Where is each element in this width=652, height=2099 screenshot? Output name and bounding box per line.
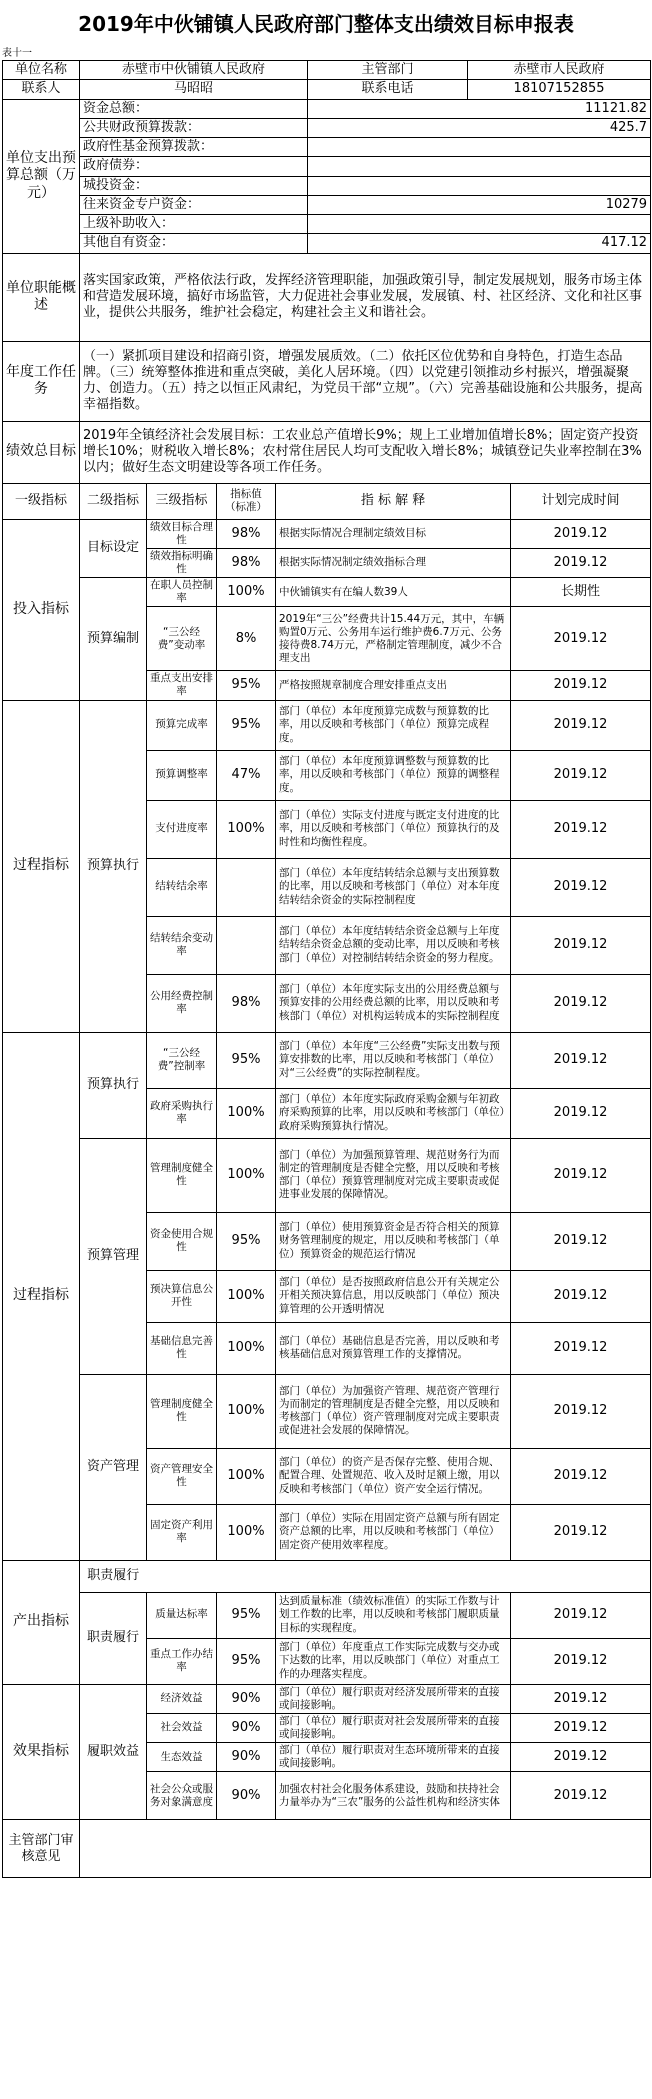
completion-time: 2019.12 — [511, 1138, 651, 1212]
level3-indicator: 预算完成率 — [147, 700, 217, 750]
completion-time: 2019.12 — [511, 1322, 651, 1374]
budget-row-value: 11121.82 — [308, 99, 651, 118]
completion-time: 2019.12 — [511, 1270, 651, 1322]
budget-row-label: 政府债券： — [80, 157, 308, 176]
completion-time: 2019.12 — [511, 548, 651, 577]
indicator-row — [3, 1684, 651, 1713]
level2-indicator: 预算执行 — [80, 1032, 147, 1138]
indicator-row — [3, 1138, 651, 1212]
budget-row-value: 417.12 — [308, 234, 651, 253]
completion-time: 2019.12 — [511, 1772, 651, 1820]
empty-cell — [147, 1560, 651, 1592]
completion-time: 2019.12 — [511, 750, 651, 800]
completion-time: 2019.12 — [511, 800, 651, 858]
indicator-value: 100% — [217, 1504, 276, 1560]
budget-row-value — [308, 176, 651, 195]
indicator-row — [3, 578, 651, 607]
unit-name-value: 赤壁市中伙铺镇人民政府 — [80, 61, 308, 80]
completion-time: 2019.12 — [511, 671, 651, 700]
indicator-value: 100% — [217, 1448, 276, 1504]
completion-time: 2019.12 — [511, 1743, 651, 1772]
indicator-row — [3, 1032, 651, 1088]
indicator-description: 部门（单位）履行职责对生态环境所带来的直接或间接影响。 — [276, 1743, 511, 1772]
indicator-description: 部门（单位）本年度结转结余资金总额与上年度结转结余资金总额的变动比率，用以反映和考核部门（单位）对控制结转结余资金的努力程度。 — [276, 916, 511, 974]
indicator-description: 部门（单位）基础信息是否完善，用以反映和考核基础信息对预算管理工作的支撑情况。 — [276, 1322, 511, 1374]
completion-time: 2019.12 — [511, 1638, 651, 1684]
completion-time: 2019.12 — [511, 1212, 651, 1270]
completion-time: 2019.12 — [511, 1032, 651, 1088]
indicator-description: 部门（单位）为加强预算管理、规范财务行为而制定的管理制度是否健全完整，用以反映和考核部门（单位）预算管理制度对完成主要职责或促进事业发展的保障情况。 — [276, 1138, 511, 1212]
header-desc: 指 标 解 释 — [276, 483, 511, 519]
review-label: 主管部门审核意见 — [3, 1820, 80, 1878]
level2-indicator: 职责履行 — [80, 1560, 147, 1592]
indicator-description: 中伙铺镇实有在编人数39人 — [276, 578, 511, 607]
phone-value: 18107152855 — [468, 80, 651, 99]
level3-indicator: 固定资产利用率 — [147, 1504, 217, 1560]
level3-indicator: 生态效益 — [147, 1743, 217, 1772]
completion-time: 2019.12 — [511, 700, 651, 750]
completion-time: 2019.12 — [511, 1374, 651, 1448]
form-title: 2019年中伙铺镇人民政府部门整体支出绩效目标申报表 — [78, 12, 574, 36]
level3-indicator: 绩效目标合理性 — [147, 519, 217, 548]
budget-row-label: 公共财政预算拨款： — [80, 118, 308, 137]
level2-indicator: 预算编制 — [80, 578, 147, 701]
indicator-description: 部门（单位）是否按照政府信息公开有关规定公开相关预决算信息，用以反映部门（单位）预决算管理的公开透明情况 — [276, 1270, 511, 1322]
indicator-description: 部门（单位）的资产是否保存完整、使用合规、配置合理、处置规范、收入及时足额上缴，用以反映和考核部门（单位）资产安全运行情况。 — [276, 1448, 511, 1504]
level3-indicator: 资金使用合规性 — [147, 1212, 217, 1270]
budget-row-label: 政府性基金预算拨款： — [80, 138, 308, 157]
indicator-value: 90% — [217, 1772, 276, 1820]
level3-indicator: 社会公众或服务对象满意度 — [147, 1772, 217, 1820]
indicator-description: 严格按照规章制度合理安排重点支出 — [276, 671, 511, 700]
level3-indicator: 重点工作办结率 — [147, 1638, 217, 1684]
level3-indicator: 预决算信息公开性 — [147, 1270, 217, 1322]
annual-tasks-label: 年度工作任务 — [3, 341, 80, 421]
level3-indicator: 结转结余变动率 — [147, 916, 217, 974]
header-time: 计划完成时间 — [511, 483, 651, 519]
level3-indicator: 政府采购执行率 — [147, 1088, 217, 1138]
level1-indicator: 过程指标 — [3, 1032, 80, 1560]
overall-goal-label: 绩效总目标 — [3, 421, 80, 483]
budget-row-label: 资金总额： — [80, 99, 308, 118]
indicator-value: 8% — [217, 607, 276, 671]
indicator-description: 达到质量标准（绩效标准值）的实际工作数与计划工作数的比率，用以反映和考核部门履职质量目标的实现程度。 — [276, 1592, 511, 1638]
budget-row-value: 425.7 — [308, 118, 651, 137]
completion-time: 2019.12 — [511, 1684, 651, 1713]
level3-indicator: 重点支出安排率 — [147, 671, 217, 700]
level3-indicator: 预算调整率 — [147, 750, 217, 800]
indicator-description: 部门（单位）本年度预算完成数与预算数的比率，用以反映和考核部门（单位）预算完成程度。 — [276, 700, 511, 750]
level3-indicator: 经济效益 — [147, 1684, 217, 1713]
indicator-value: 95% — [217, 1212, 276, 1270]
performance-goal-table — [2, 60, 651, 1878]
level1-indicator: 产出指标 — [3, 1560, 80, 1684]
level1-indicator: 效果指标 — [3, 1684, 80, 1820]
header-l2: 二级指标 — [80, 483, 147, 519]
level3-indicator: 在职人员控制率 — [147, 578, 217, 607]
indicator-value: 98% — [217, 548, 276, 577]
header-l3: 三级指标 — [147, 483, 217, 519]
level3-indicator: 绩效指标明确性 — [147, 548, 217, 577]
indicator-value — [217, 858, 276, 916]
indicator-value: 90% — [217, 1713, 276, 1742]
indicator-description: 部门（单位）为加强资产管理、规范资产管理行为而制定的管理制度是否健全完整，用以反映和考核部门（单位）资产管理制度对完成主要职责或促进社会发展的保障情况。 — [276, 1374, 511, 1448]
level3-indicator: “三公经费”变动率 — [147, 607, 217, 671]
completion-time: 2019.12 — [511, 519, 651, 548]
level2-indicator: 预算执行 — [80, 700, 147, 1032]
indicator-description: 根据实际情况制定绩效指标合理 — [276, 548, 511, 577]
level3-indicator: “三公经费”控制率 — [147, 1032, 217, 1088]
dept-value: 赤壁市人民政府 — [468, 61, 651, 80]
completion-time: 2019.12 — [511, 607, 651, 671]
table-tag: 表十一 — [2, 48, 32, 59]
budget-row-label: 其他自有资金： — [80, 234, 308, 253]
contact-value: 马昭昭 — [80, 80, 308, 99]
level1-indicator: 过程指标 — [3, 700, 80, 1032]
indicator-row — [3, 1374, 651, 1448]
completion-time: 2019.12 — [511, 1448, 651, 1504]
functions-label: 单位职能概述 — [3, 253, 80, 341]
level2-indicator: 预算管理 — [80, 1138, 147, 1374]
indicator-value: 90% — [217, 1743, 276, 1772]
indicator-description: 部门（单位）本年度结转结余总额与支出预算数的比率，用以反映和考核部门（单位）对本年度结转结余资金的实际控制程度 — [276, 858, 511, 916]
indicator-description: 部门（单位）实际支付进度与既定支付进度的比率，用以反映和考核部门（单位）预算执行的及时性和均衡性程度。 — [276, 800, 511, 858]
phone-label: 联系电话 — [308, 80, 468, 99]
indicator-description: 根据实际情况合理制定绩效目标 — [276, 519, 511, 548]
budget-row-value — [308, 215, 651, 234]
indicator-value: 95% — [217, 671, 276, 700]
indicator-value: 100% — [217, 1322, 276, 1374]
completion-time: 2019.12 — [511, 1713, 651, 1742]
indicator-value: 100% — [217, 1088, 276, 1138]
indicator-value — [217, 916, 276, 974]
indicator-description: 加强农村社会化服务体系建设，鼓励和扶持社会力量举办为“三农”服务的公益性机构和经济实体 — [276, 1772, 511, 1820]
level3-indicator: 结转结余率 — [147, 858, 217, 916]
level3-indicator: 资产管理安全性 — [147, 1448, 217, 1504]
level3-indicator: 支付进度率 — [147, 800, 217, 858]
level3-indicator: 社会效益 — [147, 1713, 217, 1742]
indicator-row — [3, 1560, 651, 1592]
dept-label: 主管部门 — [308, 61, 468, 80]
indicator-value: 47% — [217, 750, 276, 800]
annual-tasks-text: （一）紧抓项目建设和招商引资，增强发展质效。（二）依托区位优势和自身特色，打造生态品牌。（三）统筹整体推进和重点突破，美化人居环境。（四）以党建引领推动乡村振兴，增强凝聚力、创造力。（五）持之以恒正风肃纪，为党员干部“立规”。（六）完善基础设施和公共服务，提高幸福指数。 — [80, 341, 651, 421]
level2-indicator: 职责履行 — [80, 1592, 147, 1684]
level3-indicator: 管理制度健全性 — [147, 1138, 217, 1212]
completion-time: 2019.12 — [511, 858, 651, 916]
indicator-value: 100% — [217, 1270, 276, 1322]
level2-indicator: 履职效益 — [80, 1684, 147, 1820]
indicator-value: 95% — [217, 700, 276, 750]
indicator-value: 98% — [217, 974, 276, 1032]
indicator-description: 部门（单位）实际在用固定资产总额与所有固定资产总额的比率，用以反映和考核部门（单位）固定资产使用效率程度。 — [276, 1504, 511, 1560]
indicator-description: 部门（单位）本年度实际支出的公用经费总额与预算安排的公用经费总额的比率，用以反映和考核部门（单位）对机构运转成本的实际控制程度 — [276, 974, 511, 1032]
budget-row-value: 10279 — [308, 195, 651, 214]
budget-row-label: 往来资金专户资金： — [80, 195, 308, 214]
overall-goal-text: 2019年全镇经济社会发展目标：工农业总产值增长9%；规上工业增加值增长8%；固定资产投资增长10%；财税收入增长8%；农村常住居民人均可支配收入增长8%；城镇登记失业率控制在3%以内；做好生态文明建设等各项工作任务。 — [80, 421, 651, 483]
level3-indicator: 管理制度健全性 — [147, 1374, 217, 1448]
completion-time: 2019.12 — [511, 916, 651, 974]
indicator-row — [3, 1592, 651, 1638]
indicator-description: 2019年“三公”经费共计15.44万元，其中，车辆购置0万元、公务用车运行维护费6.7万元、公务接待费8.74万元，严格制定管理制度，减少不合理支出 — [276, 607, 511, 671]
completion-time: 2019.12 — [511, 1592, 651, 1638]
indicator-description: 部门（单位）履行职责对社会发展所带来的直接或间接影响。 — [276, 1713, 511, 1742]
indicator-value: 90% — [217, 1684, 276, 1713]
indicator-value: 100% — [217, 578, 276, 607]
contact-label: 联系人 — [3, 80, 80, 99]
functions-text: 落实国家政策，严格依法行政，发挥经济管理职能，加强政策引导，制定发展规划，服务市场主体和营造发展环境，搞好市场监管，大力促进社会事业发展，发展镇、村、社区经济、文化和社区事业，提供公共服务，维护社会稳定，构建社会主义和谐社会。 — [80, 253, 651, 341]
completion-time: 2019.12 — [511, 1088, 651, 1138]
completion-time: 长期性 — [511, 578, 651, 607]
completion-time: 2019.12 — [511, 974, 651, 1032]
budget-row-value — [308, 157, 651, 176]
indicator-description: 部门（单位）本年度“三公经费”实际支出数与预算安排数的比率，用以反映和考核部门（单位）对“三公经费”的实际控制程度。 — [276, 1032, 511, 1088]
indicator-description: 部门（单位）履行职责对经济发展所带来的直接或间接影响。 — [276, 1684, 511, 1713]
indicator-description: 部门（单位）使用预算资金是否符合相关的预算财务管理制度的规定，用以反映和考核部门（单位）预算资金的规范运行情况 — [276, 1212, 511, 1270]
completion-time: 2019.12 — [511, 1504, 651, 1560]
indicator-value: 100% — [217, 800, 276, 858]
budget-row-label: 上级补助收入： — [80, 215, 308, 234]
header-value: 指标值（标准） — [217, 483, 276, 519]
indicator-value: 100% — [217, 1374, 276, 1448]
level2-indicator: 目标设定 — [80, 519, 147, 578]
indicator-value: 95% — [217, 1032, 276, 1088]
indicator-value: 100% — [217, 1138, 276, 1212]
indicator-value: 95% — [217, 1592, 276, 1638]
indicator-row — [3, 519, 651, 548]
budget-total-label: 单位支出预算总额（万元） — [3, 99, 80, 253]
indicator-description: 部门（单位）本年度实际政府采购金额与年初政府采购预算的比率，用以反映和考核部门（单位）政府采购预算执行情况。 — [276, 1088, 511, 1138]
header-l1: 一级指标 — [3, 483, 80, 519]
budget-row-value — [308, 138, 651, 157]
level1-indicator: 投入指标 — [3, 519, 80, 700]
indicator-description: 部门（单位）本年度预算调整数与预算数的比率，用以反映和考核部门（单位）预算的调整程度。 — [276, 750, 511, 800]
level3-indicator: 基础信息完善性 — [147, 1322, 217, 1374]
budget-row-label: 城投资金： — [80, 176, 308, 195]
level3-indicator: 公用经费控制率 — [147, 974, 217, 1032]
unit-name-label: 单位名称 — [3, 61, 80, 80]
indicator-value: 98% — [217, 519, 276, 548]
level2-indicator: 资产管理 — [80, 1374, 147, 1560]
indicator-row — [3, 700, 651, 750]
level3-indicator: 质量达标率 — [147, 1592, 217, 1638]
indicator-description: 部门（单位）年度重点工作实际完成数与交办或下达数的比率，用以反映部门（单位）对重点工作的办理落实程度。 — [276, 1638, 511, 1684]
indicator-value: 95% — [217, 1638, 276, 1684]
review-text[interactable] — [80, 1820, 651, 1878]
